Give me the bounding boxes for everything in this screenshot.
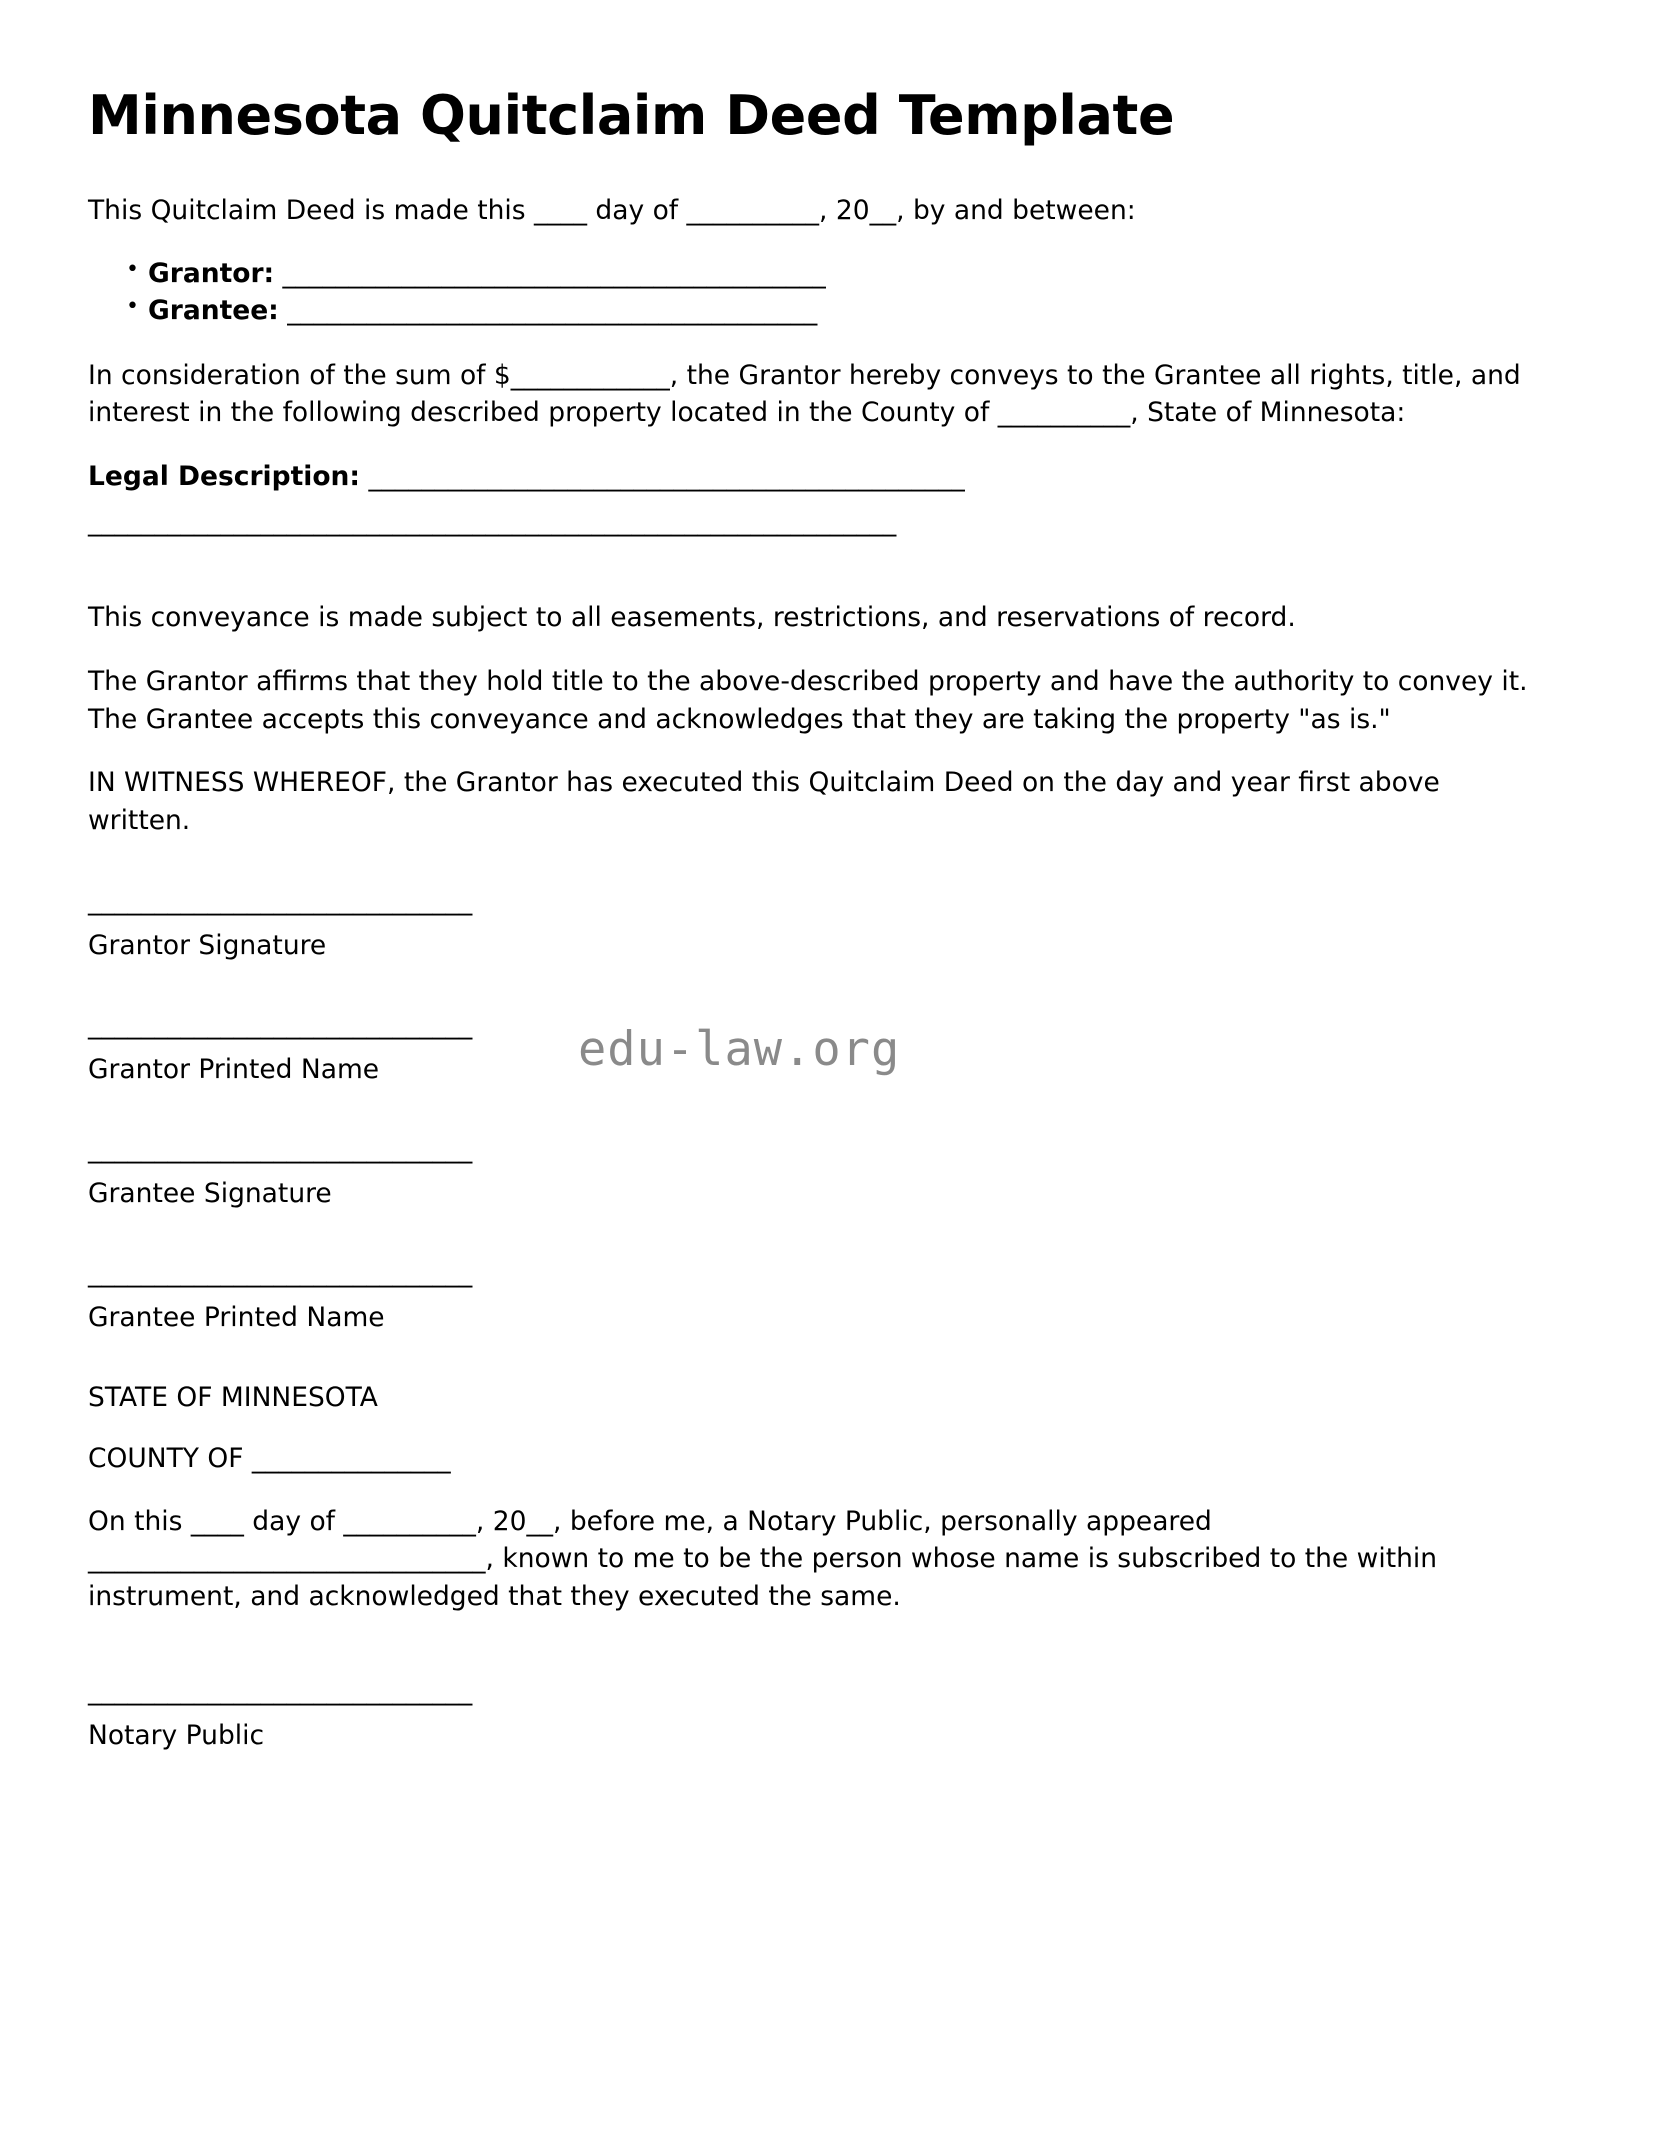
easements-paragraph: This conveyance is made subject to all easements, restrictions, and reservations of record. — [88, 602, 1296, 634]
notary-state-line: STATE OF MINNESOTA — [88, 1381, 378, 1413]
signature-block-notary — [88, 1674, 1586, 1752]
grantor-label: Grantor: — [148, 258, 275, 290]
spacer — [88, 1638, 1586, 1674]
affirmation-paragraph: The Grantor affirms that they hold title to the above-described property and have the authority to convey it. The Grantee accepts this conveyance and acknowledges that they are taking the property "as is." — [88, 666, 1528, 735]
parties-list — [88, 256, 1586, 328]
signature-label-grantee-signature: Grantee Signature — [88, 1178, 332, 1210]
watermark: edu-law.org — [578, 1022, 901, 1077]
signature-rule: _____________________________ — [88, 1133, 473, 1165]
consideration-paragraph: In consideration of the sum of $____________, the Grantor hereby conveys to the Grantee all rights, title, and interest in the following described property located in the County of __________, State of Minnesota: — [88, 359, 1521, 429]
signature-rule: _____________________________ — [88, 884, 473, 916]
legal-description-blank: _____________________________________________ — [360, 460, 965, 492]
signature-label-grantee-printed-name: Grantee Printed Name — [88, 1302, 385, 1334]
signature-block-grantee-signature — [88, 1132, 1586, 1210]
legal-description-line — [88, 458, 1586, 496]
grantee-label: Grantee: — [148, 295, 279, 327]
signature-rule: _____________________________ — [88, 1674, 473, 1706]
signature-rule: _____________________________ — [88, 1008, 473, 1040]
notary-county-line: COUNTY OF _______________ — [88, 1442, 451, 1474]
legal-description-label: Legal Description: — [88, 460, 361, 492]
intro-paragraph: This Quitclaim Deed is made this ____ day of __________, 20__, by and between: — [88, 195, 1136, 227]
signature-block-grantor-signature — [88, 884, 1586, 962]
notary-acknowledgment-paragraph: On this ____ day of __________, 20__, before me, a Notary Public, personally appeared ______________________________, known to me to be the person whose name is subscribed to the within instrument, and acknowledged that they executed the same. — [88, 1505, 1438, 1613]
signature-label-grantor-signature: Grantor Signature — [88, 929, 327, 961]
spacer — [88, 866, 1586, 884]
signature-label-grantor-printed-name: Grantor Printed Name — [88, 1053, 380, 1085]
witness-paragraph: IN WITNESS WHEREOF, the Grantor has executed this Quitclaim Deed on the day and year first above written. — [88, 767, 1440, 836]
page-title: Minnesota Quitclaim Deed Template — [88, 84, 1175, 147]
signature-block-grantee-printed-name — [88, 1256, 1586, 1334]
list-item-grantor — [88, 256, 1586, 291]
grantee-blank: ________________________________________ — [278, 295, 818, 327]
grantor-blank: _________________________________________ — [274, 258, 826, 290]
signature-block-grantor-printed-name — [88, 1008, 1586, 1086]
legal-description-second-blank: _____________________________________________________________ — [88, 506, 897, 538]
signature-rule: _____________________________ — [88, 1257, 473, 1289]
signature-label-notary-public: Notary Public — [88, 1719, 265, 1751]
list-item-grantee — [88, 293, 1586, 328]
